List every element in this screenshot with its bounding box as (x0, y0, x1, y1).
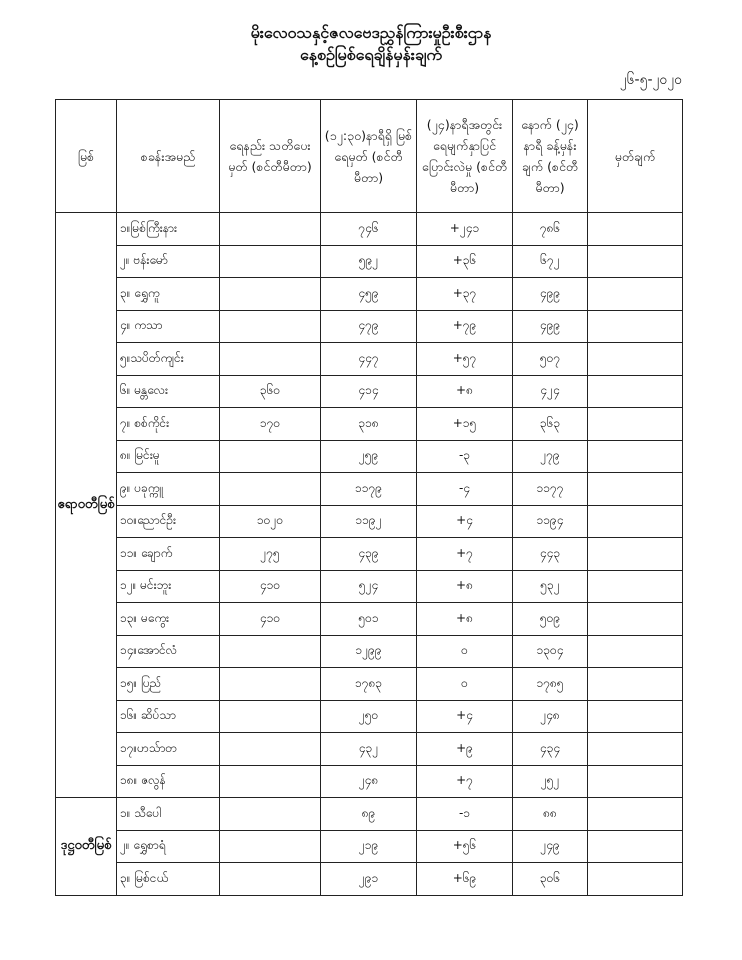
warning-level (220, 473, 321, 506)
remark (588, 635, 683, 668)
forecast-level: ၈၈ (513, 798, 588, 831)
col-forecast-24h: နောက် (၂၄) နာရီ ခန့်မှန်းချက် (စင်တီမီတာ) (513, 100, 588, 213)
station-name: ၁၁။ ချောက် (117, 538, 220, 571)
remark (588, 213, 683, 246)
table-body (56, 213, 683, 896)
col-remark: မှတ်ချက် (588, 100, 683, 213)
station-name: ၁၈။ ဇလွန် (117, 765, 220, 798)
table-row (56, 668, 683, 701)
forecast-level: ၃၆၃ (513, 408, 588, 441)
table-row (56, 408, 683, 441)
report-title: နေ့စဉ်မြစ်ရေချိန်မှန်းချက် (299, 45, 443, 64)
station-name: ၂။ ရွှေစာရံ (117, 830, 220, 863)
col-warning-level: ရေနည်း သတိပေးမှတ် (စင်တီမီတာ) (220, 100, 321, 213)
forecast-level: ၁၁၇၇ (513, 473, 588, 506)
station-name: ၄။ ကသာ (117, 310, 220, 343)
station-name: ၃။ ရွှေကူ (117, 278, 220, 311)
forecast-level: ၄၃၄ (513, 733, 588, 766)
level-change: +၈ (417, 375, 513, 408)
current-level: ၄၅၉ (321, 278, 417, 311)
warning-level (220, 700, 321, 733)
forecast-level: ၂၇၉ (513, 440, 588, 473)
current-level: ၅၀၁ (321, 603, 417, 636)
station-name: ၁၇။ဟသ်ာတ (117, 733, 220, 766)
remark (588, 440, 683, 473)
table-row (56, 635, 683, 668)
remark (588, 765, 683, 798)
level-change: +၂၄၁ (417, 213, 513, 246)
table-row (56, 830, 683, 863)
forecast-level: ၂၅၂ (513, 765, 588, 798)
level-change: +၄ (417, 505, 513, 538)
warning-level (220, 668, 321, 701)
level-change: +၃၇ (417, 278, 513, 311)
station-name: ၁၀။ညောင်ဦး (117, 505, 220, 538)
col-river: မြစ် (56, 100, 117, 213)
forecast-level: ၃၀၆ (513, 863, 588, 896)
warning-level (220, 343, 321, 376)
forecast-level: ၄၄၃ (513, 538, 588, 571)
warning-level (220, 635, 321, 668)
table-row (56, 343, 683, 376)
remark (588, 733, 683, 766)
warning-level (220, 733, 321, 766)
level-change: -၁ (417, 798, 513, 831)
remark (588, 700, 683, 733)
current-level: ၈၉ (321, 798, 417, 831)
col-station: စခန်းအမည် (117, 100, 220, 213)
table-row (56, 245, 683, 278)
current-level: ၄၃၂ (321, 733, 417, 766)
station-name: ၇။ စစ်ကိုင်း (117, 408, 220, 441)
warning-level: ၃၆၀ (220, 375, 321, 408)
forecast-level: ၄၂၄ (513, 375, 588, 408)
current-level: ၄၃၉ (321, 538, 417, 571)
warning-level (220, 798, 321, 831)
current-level: ၂၅၀ (321, 700, 417, 733)
remark (588, 570, 683, 603)
current-level: ၄၇၉ (321, 310, 417, 343)
warning-level (220, 213, 321, 246)
warning-level (220, 440, 321, 473)
current-level: ၁၁၇၉ (321, 473, 417, 506)
station-name: ၉။ ပခုက္ကူ (117, 473, 220, 506)
level-change: +၆၉ (417, 863, 513, 896)
remark (588, 538, 683, 571)
current-level: ၅၂၄ (321, 570, 417, 603)
station-name: ၂။ ဗန်းမော် (117, 245, 220, 278)
table-row (56, 863, 683, 896)
remark (588, 375, 683, 408)
report-date: ၂၆-၅-၂၀၂၀ (619, 72, 682, 88)
warning-level: ၄၁၀ (220, 570, 321, 603)
forecast-level: ၄၉၉ (513, 278, 588, 311)
warning-level (220, 310, 321, 343)
current-level: ၂၉၁ (321, 863, 417, 896)
current-level: ၂၅၉ (321, 440, 417, 473)
remark (588, 245, 683, 278)
remark (588, 863, 683, 896)
forecast-level: ၂၄၈ (513, 700, 588, 733)
current-level: ၄၁၄ (321, 375, 417, 408)
level-change: +၅၇ (417, 343, 513, 376)
warning-level (220, 765, 321, 798)
table-row (56, 375, 683, 408)
remark (588, 505, 683, 538)
table-row (56, 505, 683, 538)
forecast-level: ၁၃၀၄ (513, 635, 588, 668)
col-current-level: (၁၂:၃၀)နာရီရှိ မြစ်ရေမှတ် (စင်တီမီတာ) (321, 100, 417, 213)
table-row (56, 765, 683, 798)
table-row (56, 440, 683, 473)
remark (588, 278, 683, 311)
forecast-level: ၅၀၇ (513, 343, 588, 376)
station-name: ၆။ မန္တလေး (117, 375, 220, 408)
river-name: ဧရာဝတီမြစ် (56, 213, 117, 798)
table-row (56, 798, 683, 831)
table-row (56, 733, 683, 766)
warning-level (220, 863, 321, 896)
remark (588, 343, 683, 376)
level-change: ၀ (417, 668, 513, 701)
forecast-level: ၄၉၉ (513, 310, 588, 343)
station-name: ၁၅။ ပြည် (117, 668, 220, 701)
forecast-level: ၆၇၂ (513, 245, 588, 278)
table-row (56, 278, 683, 311)
forecast-level: ၂၄၉ (513, 830, 588, 863)
current-level: ၃၁၈ (321, 408, 417, 441)
remark (588, 830, 683, 863)
station-name: ၃။ မြစ်ငယ် (117, 863, 220, 896)
current-level: ၂၄၈ (321, 765, 417, 798)
station-name: ၁၄။အောင်လံ (117, 635, 220, 668)
remark (588, 473, 683, 506)
level-change: +၄ (417, 700, 513, 733)
warning-level: ၁၇၀ (220, 408, 321, 441)
table-row (56, 473, 683, 506)
remark (588, 668, 683, 701)
level-change: +၇ (417, 765, 513, 798)
current-level: ၄၄၇ (321, 343, 417, 376)
remark (588, 603, 683, 636)
warning-level: ၂၇၅ (220, 538, 321, 571)
table-row (56, 538, 683, 571)
current-level: ၁၂၉၉ (321, 635, 417, 668)
level-change: -၄ (417, 473, 513, 506)
warning-level (220, 278, 321, 311)
water-level-table (55, 99, 683, 896)
table-row (56, 213, 683, 246)
level-change: +၇ (417, 538, 513, 571)
station-name: ၈။ မြင်းမူ (117, 440, 220, 473)
warning-level (220, 245, 321, 278)
remark (588, 310, 683, 343)
station-name: ၁။မြစ်ကြီးနား (117, 213, 220, 246)
level-change: +၇၉ (417, 310, 513, 343)
forecast-level: ၅၀၉ (513, 603, 588, 636)
header-row (56, 100, 683, 213)
current-level: ၅၉၂ (321, 245, 417, 278)
level-change: +၁၅ (417, 408, 513, 441)
table-row (56, 570, 683, 603)
table-row (56, 603, 683, 636)
warning-level (220, 830, 321, 863)
current-level: ၁၁၉၂ (321, 505, 417, 538)
level-change: +၈ (417, 570, 513, 603)
forecast-level: ၇၈၆ (513, 213, 588, 246)
current-level: ၁၇၈၃ (321, 668, 417, 701)
level-change: +၉ (417, 733, 513, 766)
col-change-24h: (၂၄)နာရီအတွင်း ရေမျက်နှာပြင် ပြောင်းလဲမှု (စင်တီမီတာ) (417, 100, 513, 213)
forecast-level: ၁၇၈၅ (513, 668, 588, 701)
remark (588, 798, 683, 831)
remark (588, 408, 683, 441)
forecast-level: ၁၁၉၄ (513, 505, 588, 538)
station-name: ၁၆။ ဆိပ်သာ (117, 700, 220, 733)
station-name: ၁၂။ မင်းဘူး (117, 570, 220, 603)
current-level: ၇၄၆ (321, 213, 417, 246)
warning-level: ၁၀၂၀ (220, 505, 321, 538)
level-change: ၀ (417, 635, 513, 668)
station-name: ၁၃။ မကွေး (117, 603, 220, 636)
level-change: +၅၆ (417, 830, 513, 863)
department-title: မိုးလေဝသနှင့်ဇလဗေဒညွှန်ကြားမှုဦးစီးဌာန (250, 23, 492, 42)
warning-level: ၄၁၀ (220, 603, 321, 636)
table-row (56, 310, 683, 343)
forecast-level: ၅၃၂ (513, 570, 588, 603)
level-change: +၃၆ (417, 245, 513, 278)
table-row (56, 700, 683, 733)
station-name: ၅။သပိတ်ကျင်း (117, 343, 220, 376)
river-name: ဒုဋ္ဌဝတီမြစ် (56, 798, 117, 896)
level-change: +၈ (417, 603, 513, 636)
level-change: -၃ (417, 440, 513, 473)
current-level: ၂၁၉ (321, 830, 417, 863)
station-name: ၁။ သီပေါ (117, 798, 220, 831)
